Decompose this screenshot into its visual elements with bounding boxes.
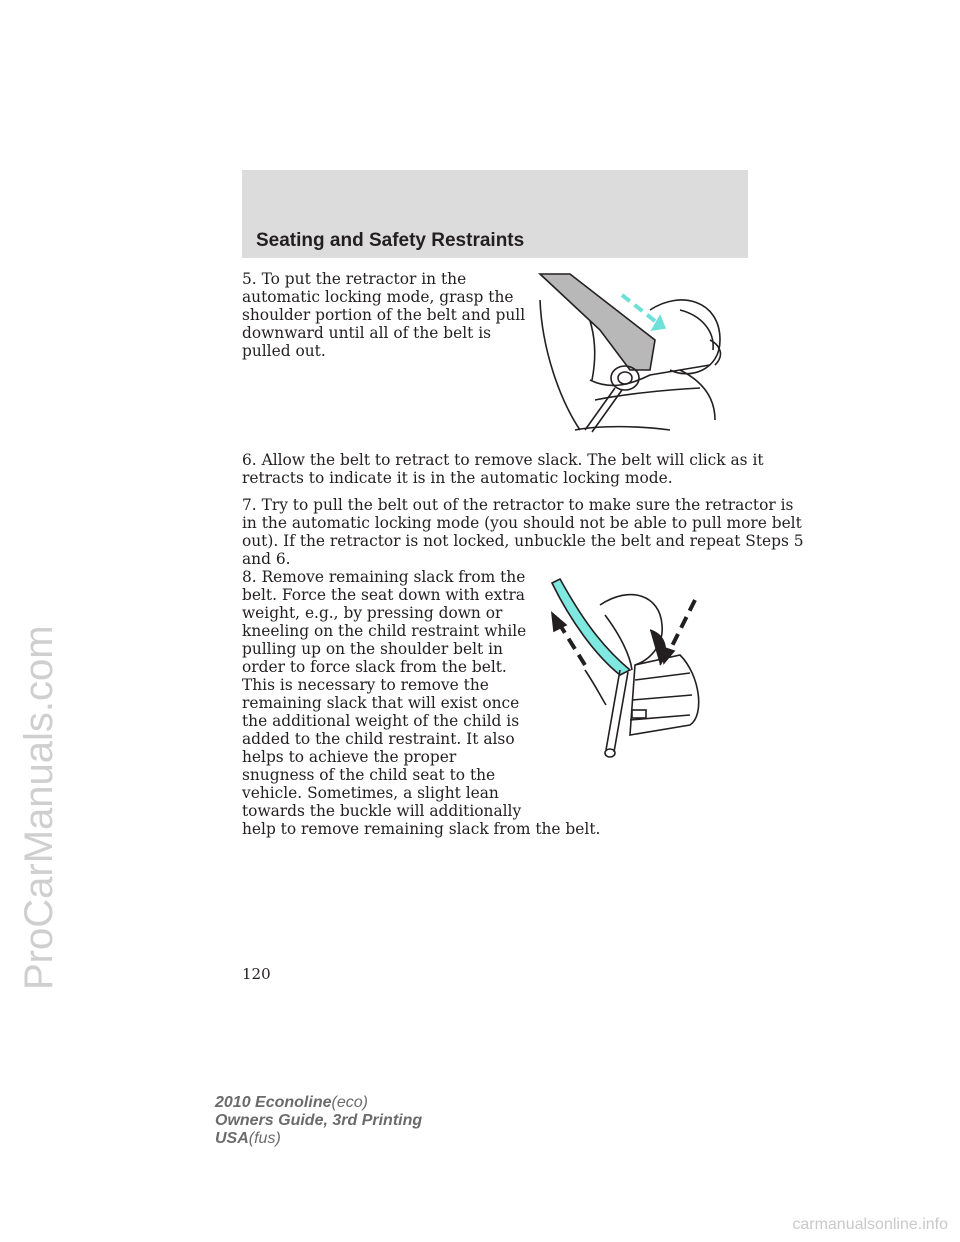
text-line: retracts to indicate it is in the automatic locking mode. (242, 469, 673, 487)
footer-model: 2010 Econoline (215, 1094, 332, 1111)
text-line: the additional weight of the child is (242, 712, 520, 730)
step-7-paragraph (242, 496, 804, 568)
footer-line-1 (215, 1094, 422, 1112)
text-line: in the automatic locking mode (you should not be able to pull more belt (242, 514, 802, 532)
footer-model-code: (eco) (331, 1094, 368, 1111)
side-watermark (14, 300, 62, 990)
text-line: automatic locking mode, grasp the (242, 288, 514, 306)
footer-edition: Owners Guide, 3rd Printing (215, 1112, 423, 1129)
child-seat-press-illustration (540, 575, 710, 760)
text-line: This is necessary to remove the (242, 676, 489, 694)
footer-line-3 (215, 1130, 422, 1148)
text-line: downward until all of the belt is (242, 324, 492, 342)
footer-line-2 (215, 1112, 422, 1130)
document-footer (215, 1094, 422, 1148)
belt-pull-illustration (530, 270, 740, 440)
text-line: 5. To put the retractor in the (242, 270, 467, 288)
bottom-watermark: carmanualsonline.info (792, 1216, 948, 1233)
text-line: and 6. (242, 550, 291, 568)
text-line: snugness of the child seat to the (242, 766, 496, 784)
step-6-paragraph (242, 451, 764, 487)
text-line: added to the child restraint. It also (242, 730, 515, 748)
text-line: remaining slack that will exist once (242, 694, 520, 712)
text-line: out). If the retractor is not locked, unbuckle the belt and repeat Steps 5 (242, 532, 804, 550)
step-5-paragraph (242, 270, 525, 360)
section-title: Seating and Safety Restraints (256, 230, 525, 251)
text-line: 8. Remove remaining slack from the (242, 568, 526, 586)
footer-market: USA (215, 1130, 249, 1147)
text-line: vehicle. Sometimes, a slight lean (242, 784, 499, 802)
text-line: pulling up on the shoulder belt in (242, 640, 503, 658)
text-line: help to remove remaining slack from the belt. (242, 820, 601, 838)
text-line: pulled out. (242, 342, 326, 360)
text-line: belt. Force the seat down with extra (242, 586, 525, 604)
footer-market-code: (fus) (248, 1130, 281, 1147)
text-line: shoulder portion of the belt and pull (242, 306, 526, 324)
text-line: 6. Allow the belt to retract to remove slack. The belt will click as it (242, 451, 764, 469)
text-line: helps to achieve the proper (242, 748, 457, 766)
text-line: weight, e.g., by pressing down or (242, 604, 503, 622)
section-header-band (242, 170, 748, 258)
page-number: 120 (242, 965, 271, 983)
text-line: 7. Try to pull the belt out of the retractor to make sure the retractor is (242, 496, 794, 514)
text-line: order to force slack from the belt. (242, 658, 507, 676)
text-line: towards the buckle will additionally (242, 802, 522, 820)
side-watermark-text: ProCarManuals.com (17, 625, 61, 990)
text-line: kneeling on the child restraint while (242, 622, 527, 640)
